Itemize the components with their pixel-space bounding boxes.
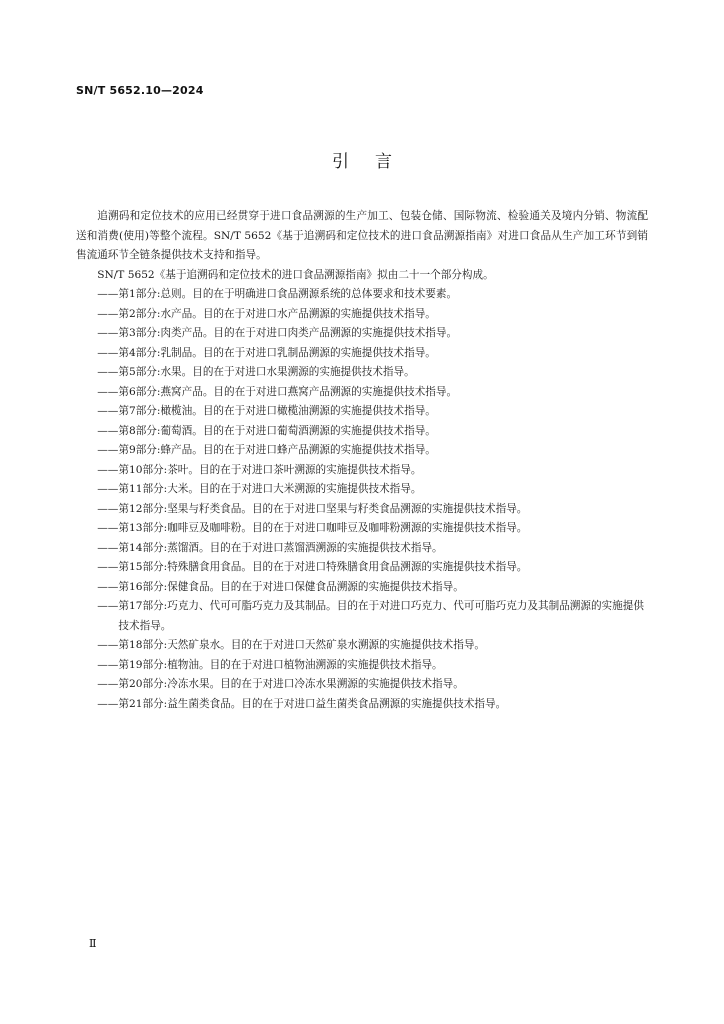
part-item-14: ——第14部分:蒸馏酒。目的在于对进口蒸馏酒溯源的实施提供技术指导。 xyxy=(97,541,443,554)
document-header-code: SN/T 5652.10—2024 xyxy=(76,84,204,97)
parts-list xyxy=(76,285,648,714)
part-item-21: ——第21部分:益生菌类食品。目的在于对进口益生菌类食品溯源的实施提供技术指导。 xyxy=(97,697,507,710)
part-item-18: ——第18部分:天然矿泉水。目的在于对进口天然矿泉水溯源的实施提供技术指导。 xyxy=(97,639,486,651)
section-title: 引言 xyxy=(332,152,418,172)
part-item-17: ——第17部分:巧克力、代可可脂巧克力及其制品。目的在于对进口巧克力、代可可脂巧克力及其制品溯源的实施提供技术指导。 xyxy=(97,600,644,632)
part-item-6: ——第6部分:燕窝产品。目的在于对进口燕窝产品溯源的实施提供技术指导。 xyxy=(97,385,458,398)
intro-paragraph-1: 追溯码和定位技术的应用已经贯穿于进口食品溯源的生产加工、包装仓储、国际物流、检验通关及境内分销、物流配送和消费(使用)等整个流程。SN/T 5652《基于追溯码和定位技术的进口食品溯源指南》对进口食品从生产加工环节到销售流通环节全链条提供技术支持和指导。 xyxy=(76,210,648,261)
part-item-10: ——第10部分:茶叶。目的在于对进口茶叶溯源的实施提供技术指导。 xyxy=(97,463,422,476)
intro-paragraph-2: SN/T 5652《基于追溯码和定位技术的进口食品溯源指南》拟由二十一个部分构成。 xyxy=(97,268,494,281)
part-item-4: ——第4部分:乳制品。目的在于对进口乳制品溯源的实施提供技术指导。 xyxy=(97,346,436,359)
part-item-2: ——第2部分:水产品。目的在于对进口水产品溯源的实施提供技术指导。 xyxy=(97,307,436,320)
part-item-5: ——第5部分:水果。目的在于对进口水果溯源的实施提供技术指导。 xyxy=(97,366,415,378)
part-item-9: ——第9部分:蜂产品。目的在于对进口蜂产品溯源的实施提供技术指导。 xyxy=(97,444,436,456)
part-item-13: ——第13部分:咖啡豆及咖啡粉。目的在于对进口咖啡豆及咖啡粉溯源的实施提供技术指导。 xyxy=(97,522,528,534)
part-item-12: ——第12部分:坚果与籽类食品。目的在于对进口坚果与籽类食品溯源的实施提供技术指导。 xyxy=(97,502,528,515)
part-item-20: ——第20部分:冷冻水果。目的在于对进口冷冻水果溯源的实施提供技术指导。 xyxy=(97,678,464,690)
part-item-7: ——第7部分:橄榄油。目的在于对进口橄榄油溯源的实施提供技术指导。 xyxy=(97,405,436,417)
part-item-15: ——第15部分:特殊膳食用食品。目的在于对进口特殊膳食用食品溯源的实施提供技术指导。 xyxy=(97,561,528,573)
document-body xyxy=(76,207,648,714)
part-item-19: ——第19部分:植物油。目的在于对进口植物油溯源的实施提供技术指导。 xyxy=(97,658,443,671)
part-item-16: ——第16部分:保健食品。目的在于对进口保健食品溯源的实施提供技术指导。 xyxy=(97,580,464,593)
part-item-1: ——第1部分:总则。目的在于明确进口食品溯源系统的总体要求和技术要素。 xyxy=(97,288,458,300)
page-number: Ⅱ xyxy=(89,937,97,950)
part-item-11: ——第11部分:大米。目的在于对进口大米溯源的实施提供技术指导。 xyxy=(97,483,422,495)
part-item-8: ——第8部分:葡萄酒。目的在于对进口葡萄酒溯源的实施提供技术指导。 xyxy=(97,424,436,437)
part-item-3: ——第3部分:肉类产品。目的在于对进口肉类产品溯源的实施提供技术指导。 xyxy=(97,327,458,339)
